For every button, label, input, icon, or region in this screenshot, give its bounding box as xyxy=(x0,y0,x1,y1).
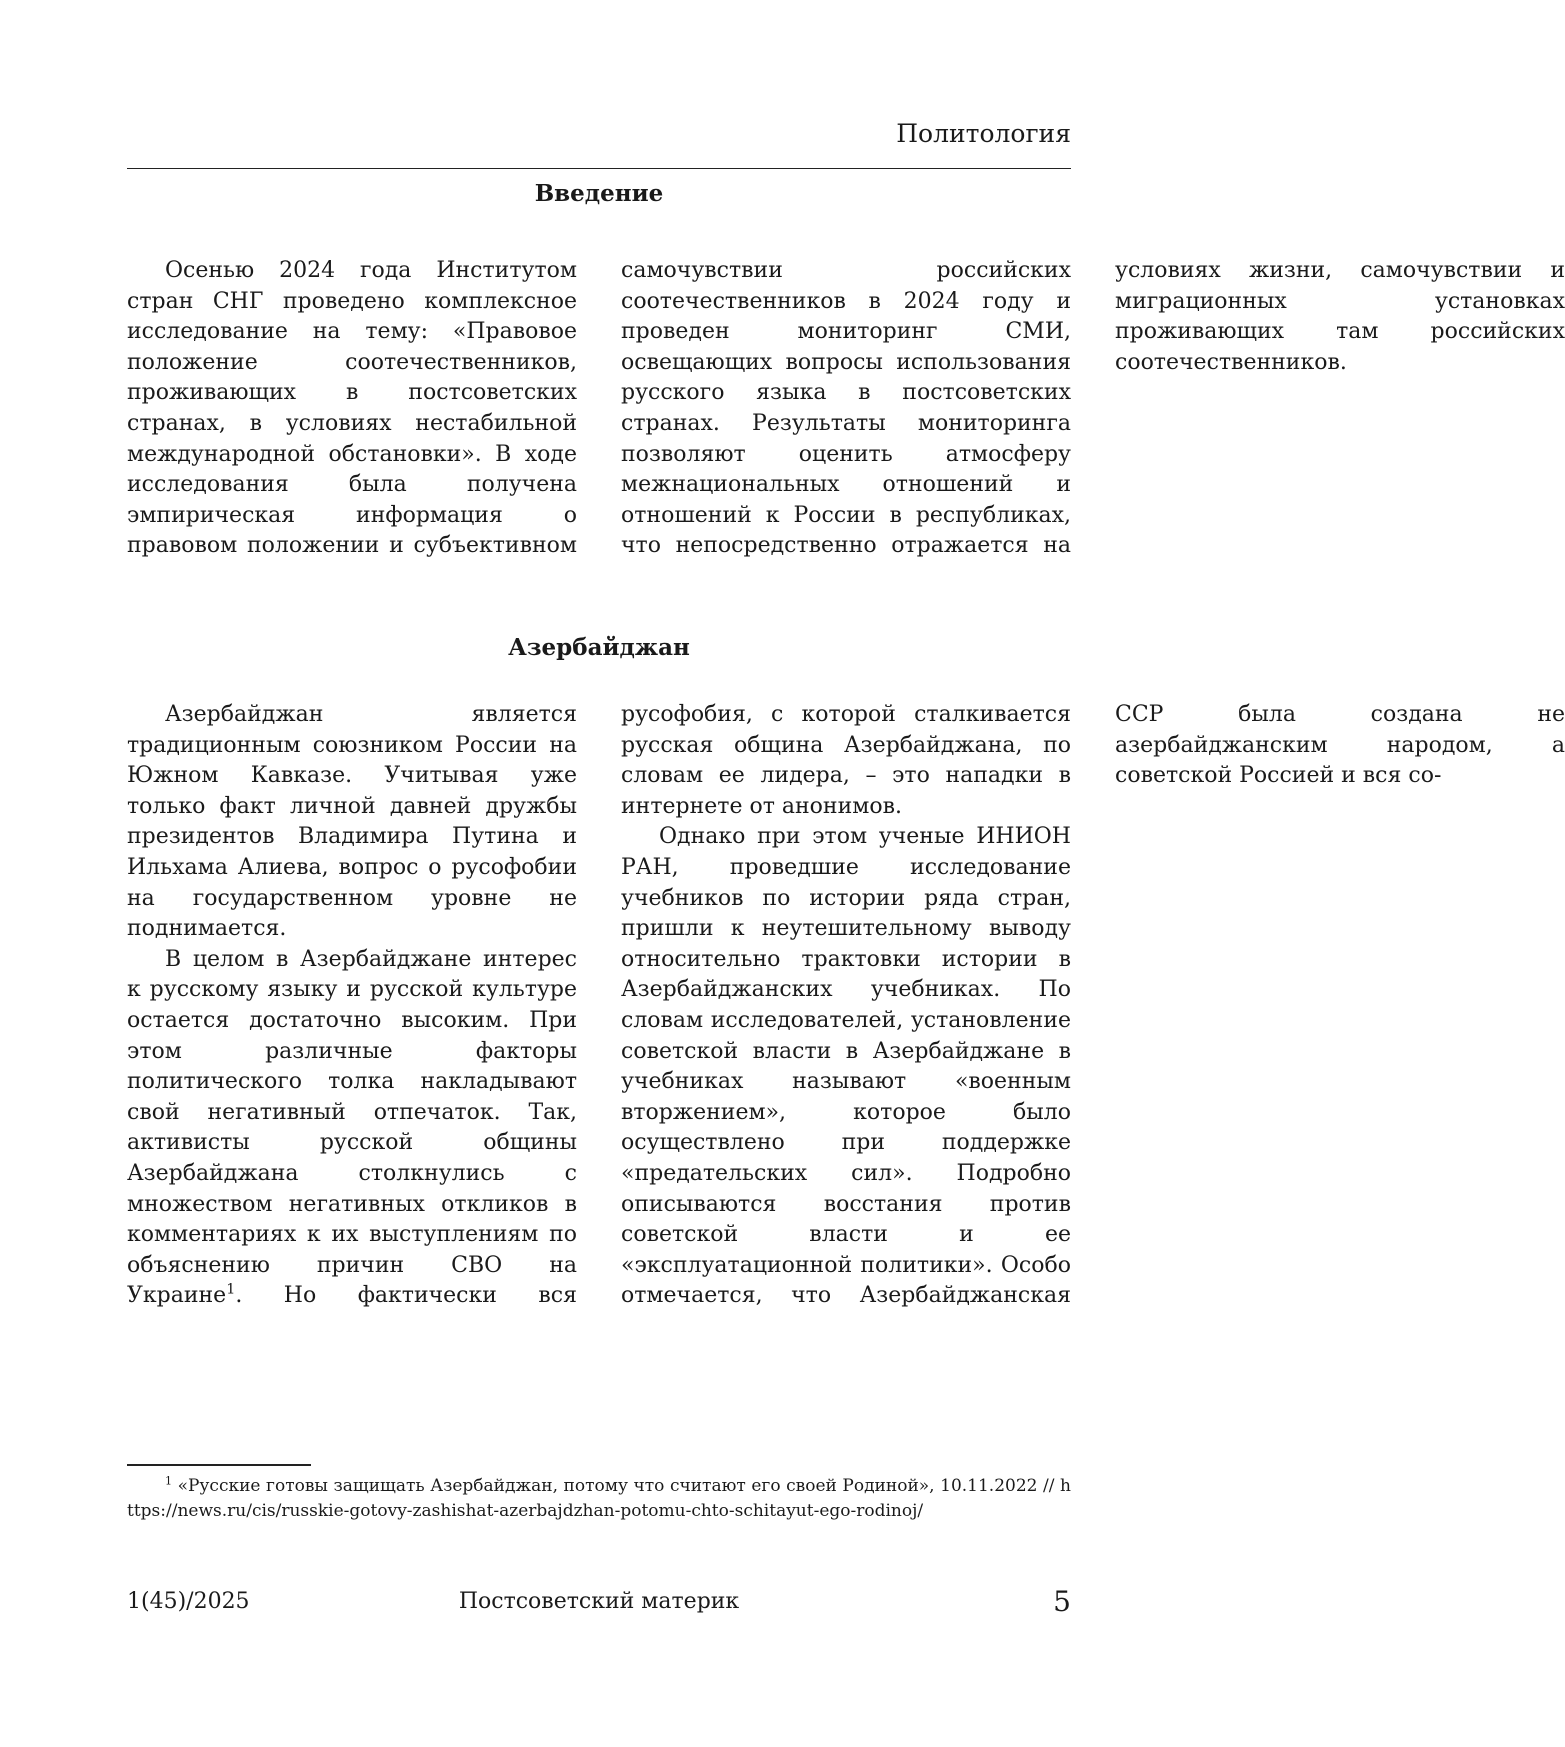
azerbaijan-heading: Азербайджан xyxy=(508,634,690,661)
footnote-mark: 1 xyxy=(165,1474,173,1488)
issue-number: 1(45)/2025 xyxy=(127,1589,250,1614)
journal-title: Постсоветский материк xyxy=(458,1589,740,1614)
footnote-reference[interactable]: 1 xyxy=(226,1281,236,1298)
azerbaijan-paragraph-1: Азербайджан является традиционным союзником России на Южном Кавказе. Учитывая уже только факт личной давней дружбы президентов Владимира Путина и Ильхама Алиева, вопрос о русофобии на государственном уровне не поднимается. xyxy=(127,702,577,942)
paragraph-2-text-continued: . Но фактически вся русофобия, с которой сталкивается русская община Азербайджана, по словам ее лидера, – это нападки в интернете от анонимов. xyxy=(235,702,1071,1309)
intro-body xyxy=(127,256,1565,592)
footnote xyxy=(127,1474,1071,1523)
intro-paragraph: Осенью 2024 года Институтом стран СНГ проведено комплексное исследование на тему: «Правовое положение соотечественников, проживающих в постсоветских странах, в условиях нестабильной международной обстановки». В ходе исследования была получена эмпирическая информация о правовом положении и субъективном самочувствии российских соотечественников в 2024 году и проведен мониторинг СМИ, освещающих вопросы использования русского языка в постсоветских странах. Результаты мониторинга позволяют оценить атмосферу межнациональных отношений и отношений к России в республиках, что непосредственно отражается на условиях жизни, самочувствии и миграционных установках проживающих там российских соотечественников. xyxy=(127,258,1565,559)
page-footer xyxy=(127,1585,1071,1621)
header-section-title: Политология xyxy=(896,119,1071,148)
footnote-text: «Русские готовы защищать Азербайджан, потому что считают его своей Родиной», 10.11.2022 // https://news.ru/cis/russkie-gotovy-zashishat-azerbajdzhan-potomu-chto-schitayut-ego-rodinoj/ xyxy=(127,1476,1071,1521)
footnote-separator xyxy=(127,1464,311,1466)
running-header xyxy=(127,118,1071,169)
intro-heading: Введение xyxy=(534,180,664,207)
azerbaijan-paragraph-3: Однако при этом ученые ИНИОН РАН, проведшие исследование учебников по истории ряда стран, пришли к неутешительному выводу относительно трактовки истории в Азербайджанских учебниках. По словам исследователей, установление советской власти в Азербайджане в учебниках называют «военным вторжением», которое было осуществлено при поддержке «предательских сил». Подробно описываются восстания против советской власти и ее «эксплуатационной политики». Особо отмечается, что Азербайджанская ССР была создана не азербайджанским народом, а советской Россией и вся со- xyxy=(621,702,1565,1309)
page-number: 5 xyxy=(1053,1585,1071,1618)
paragraph-2-text: В целом в Азербайджане интерес к русскому языку и русской культуре остается достаточно высоким. При этом различные факторы политического толка накладывают свой негативный отпечаток. Так, активисты русской общины Азербайджана столкнулись с множеством негативных откликов в комментариях к их выступлениям по объяснению причин СВО на Украине xyxy=(127,946,577,1309)
azerbaijan-body xyxy=(127,700,1565,1318)
